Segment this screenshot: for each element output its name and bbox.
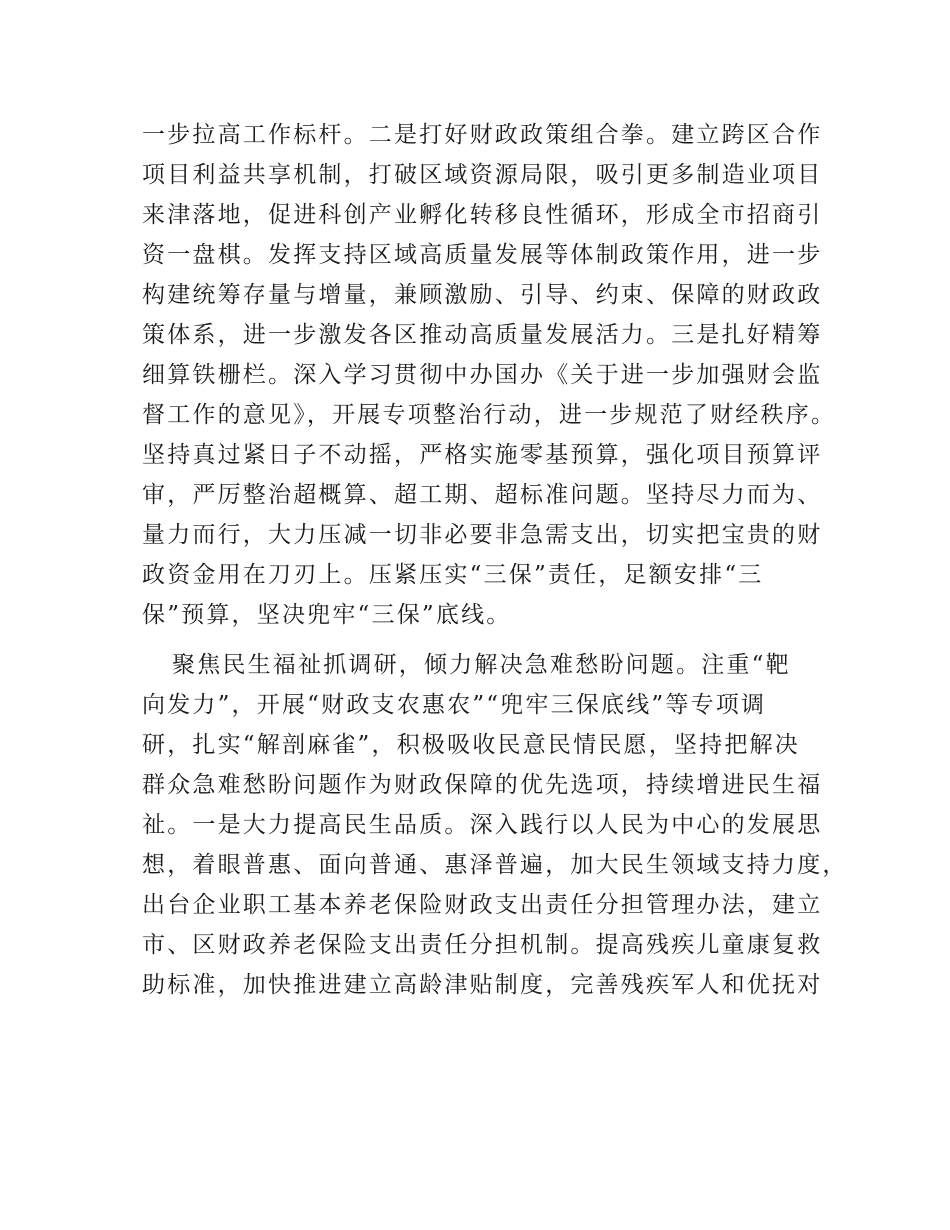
text-line: 出台企业职工基本养老保险财政支出责任分担管理办法，建立 (142, 892, 823, 918)
text-line: 构建统筹存量与增量，兼顾激励、引导、约束、保障的财政政 (142, 282, 823, 308)
text-line: 量力而行，大力压减一切非必要非急需支出，切实把宝贵的财 (142, 522, 823, 548)
text-line: 来津落地，促进科创产业孵化转移良性循环，形成全市招商引 (142, 202, 823, 228)
text-line: 群众急难愁盼问题作为财政保障的优先选项，持续增进民生福 (142, 772, 823, 798)
text-line: 研，扎实“解剖麻雀”，积极吸收民意民情民愿，坚持把解决 (142, 732, 800, 758)
text-line: 资一盘棋。发挥支持区域高质量发展等体制政策作用，进一步 (142, 242, 823, 268)
text-line: 策体系，进一步激发各区推动高质量发展活力。三是扎好精筹 (142, 322, 823, 348)
text-line: 助标准，加快推进建立高龄津贴制度，完善残疾军人和优抚对 (142, 972, 823, 998)
text-line: 细算铁栅栏。深入学习贯彻中办国办《关于进一步加强财会监 (142, 362, 823, 388)
text-line: 督工作的意见》，开展专项整治行动，进一步规范了财经秩序。 (142, 402, 837, 428)
text-line: 一步拉高工作标杆。二是打好财政政策组合拳。建立跨区合作 (142, 122, 823, 148)
text-line: 保”预算，坚决兜牢“三保”底线。 (142, 602, 512, 628)
text-line: 市、区财政养老保险支出责任分担机制。提高残疾儿童康复救 (142, 932, 823, 958)
text-line: 坚持真过紧日子不动摇，严格实施零基预算，强化项目预算评 (142, 442, 823, 468)
text-line: 项目利益共享机制，打破区域资源局限，吸引更多制造业项目 (142, 162, 823, 188)
text-line: 政资金用在刀刃上。压紧压实“三保”责任，足额安排“三 (142, 562, 764, 588)
text-line: 祉。一是大力提高民生品质。深入践行以人民为中心的发展思 (142, 812, 823, 838)
text-line: 向发力”，开展“财政支农惠农”“兜牢三保底线”等专项调 (142, 692, 767, 718)
text-line: 想，着眼普惠、面向普通、惠泽普遍，加大民生领域支持力度， (142, 852, 848, 878)
paragraph-first-line: 聚焦民生福祉抓调研，倾力解决急难愁盼问题。注重“靶 (172, 652, 791, 678)
text-line: 审，严厉整治超概算、超工期、超标准问题。坚持尽力而为、 (142, 482, 823, 508)
